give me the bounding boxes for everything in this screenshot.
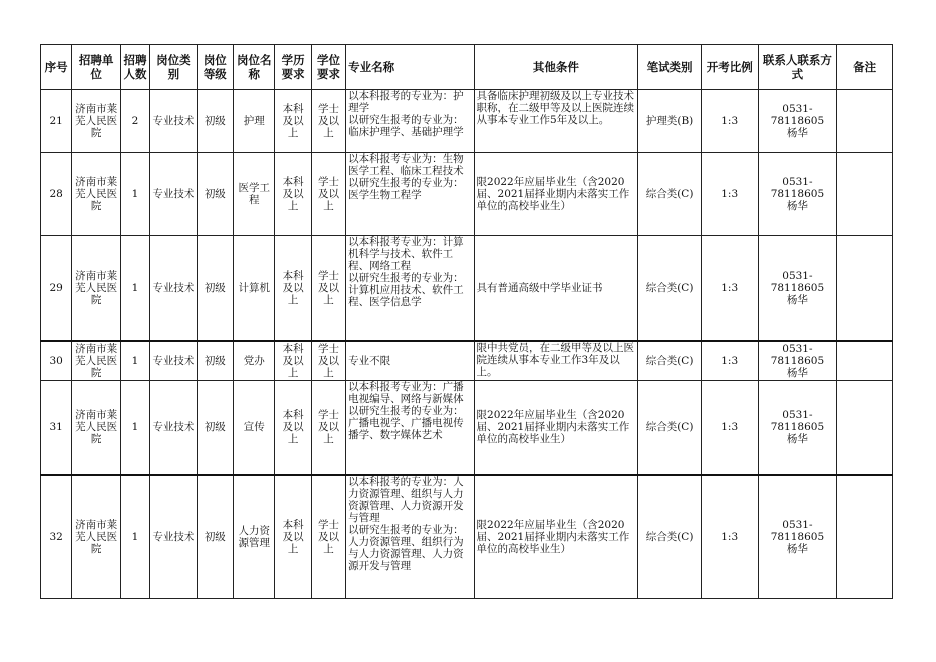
cell-level: 初级: [197, 475, 233, 599]
cell-edu: 本科及以上: [275, 236, 311, 341]
header-post: 岗位名称: [234, 45, 275, 90]
cell-exam: 综合类(C): [638, 341, 702, 381]
cell-major: 专业不限: [346, 341, 474, 381]
cell-unit: 济南市莱芜人民医院: [72, 236, 121, 341]
cell-major: 以本科报考的专业为：护理学 以研究生报考的专业为：临床护理学、基础护理学: [346, 90, 474, 153]
cell-unit: 济南市莱芜人民医院: [72, 153, 121, 236]
cell-note: [837, 90, 893, 153]
cell-post: 护理: [234, 90, 275, 153]
table-row: [41, 475, 893, 599]
cell-post: 人力资源管理: [234, 475, 275, 599]
cell-unit: 济南市莱芜人民医院: [72, 90, 121, 153]
header-note: 备注: [837, 45, 893, 90]
cell-other: 限2022年应届毕业生（含2020届、2021届择业期内未落实工作单位的高校毕业生）: [474, 475, 638, 599]
cell-major: 以本科报考专业为：计算机科学与技术、软件工程、网络工程 以研究生报考的专业为：计算机应用技术、软件工程、医学信息学: [346, 236, 474, 341]
table-row: [41, 90, 893, 153]
cell-seq: 28: [41, 153, 72, 236]
cell-exam: 综合类(C): [638, 381, 702, 475]
cell-count: 1: [120, 381, 149, 475]
cell-degree: 学士及以上: [311, 236, 345, 341]
cell-unit: 济南市莱芜人民医院: [72, 381, 121, 475]
cell-degree: 学士及以上: [311, 153, 345, 236]
cell-unit: 济南市莱芜人民医院: [72, 341, 121, 381]
cell-other: 具有普通高级中学毕业证书: [474, 236, 638, 341]
cell-degree: 学士及以上: [311, 341, 345, 381]
cell-other: 限2022年应届毕业生（含2020届、2021届择业期内未落实工作单位的高校毕业生）: [474, 381, 638, 475]
table-row: [41, 153, 893, 236]
table-row: [41, 341, 893, 381]
cell-count: 2: [120, 90, 149, 153]
cell-ratio: 1:3: [701, 90, 758, 153]
cell-ratio: 1:3: [701, 236, 758, 341]
recruitment-table: [40, 44, 893, 599]
cell-other: 限中共党员，在二级甲等及以上医院连续从事本专业工作3年及以上。: [474, 341, 638, 381]
header-row: [41, 45, 893, 90]
cell-degree: 学士及以上: [311, 381, 345, 475]
cell-degree: 学士及以上: [311, 475, 345, 599]
cell-category: 专业技术: [150, 475, 198, 599]
cell-degree: 学士及以上: [311, 90, 345, 153]
header-category: 岗位类别: [150, 45, 198, 90]
cell-edu: 本科及以上: [275, 153, 311, 236]
cell-unit: 济南市莱芜人民医院: [72, 475, 121, 599]
cell-level: 初级: [197, 341, 233, 381]
header-seq: 序号: [41, 45, 72, 90]
header-major: 专业名称: [346, 45, 474, 90]
cell-contact: 0531-78118605 杨华: [758, 236, 837, 341]
cell-category: 专业技术: [150, 153, 198, 236]
cell-other: 具备临床护理初级及以上专业技术职称，在二级甲等及以上医院连续从事本专业工作5年及以上。: [474, 90, 638, 153]
cell-edu: 本科及以上: [275, 90, 311, 153]
cell-post: 宣传: [234, 381, 275, 475]
cell-exam: 综合类(C): [638, 475, 702, 599]
cell-count: 1: [120, 341, 149, 381]
cell-exam: 综合类(C): [638, 153, 702, 236]
cell-contact: 0531-78118605 杨华: [758, 341, 837, 381]
table-row: [41, 381, 893, 475]
header-degree: 学位要求: [311, 45, 345, 90]
cell-level: 初级: [197, 153, 233, 236]
cell-ratio: 1:3: [701, 381, 758, 475]
cell-level: 初级: [197, 381, 233, 475]
cell-category: 专业技术: [150, 381, 198, 475]
cell-post: 计算机: [234, 236, 275, 341]
cell-note: [837, 236, 893, 341]
cell-edu: 本科及以上: [275, 475, 311, 599]
cell-seq: 21: [41, 90, 72, 153]
cell-note: [837, 341, 893, 381]
cell-level: 初级: [197, 236, 233, 341]
cell-post: 医学工程: [234, 153, 275, 236]
header-exam: 笔试类别: [638, 45, 702, 90]
cell-exam: 综合类(C): [638, 236, 702, 341]
cell-seq: 31: [41, 381, 72, 475]
cell-note: [837, 153, 893, 236]
cell-seq: 32: [41, 475, 72, 599]
cell-count: 1: [120, 153, 149, 236]
cell-note: [837, 475, 893, 599]
cell-contact: 0531-78118605 杨华: [758, 381, 837, 475]
header-ratio: 开考比例: [701, 45, 758, 90]
cell-category: 专业技术: [150, 341, 198, 381]
cell-category: 专业技术: [150, 236, 198, 341]
cell-level: 初级: [197, 90, 233, 153]
cell-major: 以本科报考专业为：生物医学工程、临床工程技术 以研究生报考的专业为：医学生物工程学: [346, 153, 474, 236]
cell-seq: 29: [41, 236, 72, 341]
cell-contact: 0531-78118605 杨华: [758, 153, 837, 236]
cell-contact: 0531-78118605 杨华: [758, 475, 837, 599]
cell-ratio: 1:3: [701, 341, 758, 381]
cell-contact: 0531-78118605 杨华: [758, 90, 837, 153]
cell-count: 1: [120, 236, 149, 341]
cell-edu: 本科及以上: [275, 341, 311, 381]
cell-major: 以本科报考的专业为：人力资源管理、组织与人力资源管理、人力资源开发与管理 以研究生报考的专业为：人力资源管理、组织行为与人力资源管理、人力资源开发与管理: [346, 475, 474, 599]
header-contact: 联系人联系方式: [758, 45, 837, 90]
header-edu: 学历要求: [275, 45, 311, 90]
table-row: [41, 236, 893, 341]
cell-seq: 30: [41, 341, 72, 381]
cell-count: 1: [120, 475, 149, 599]
cell-edu: 本科及以上: [275, 381, 311, 475]
cell-ratio: 1:3: [701, 153, 758, 236]
cell-note: [837, 381, 893, 475]
cell-post: 党办: [234, 341, 275, 381]
header-other: 其他条件: [474, 45, 638, 90]
header-unit: 招聘单位: [72, 45, 121, 90]
header-level: 岗位等级: [197, 45, 233, 90]
cell-major: 以本科报考专业为：广播电视编导、网络与新媒体 以研究生报考的专业为：广播电视学、广播电视传播学、数字媒体艺术: [346, 381, 474, 475]
table-body: [41, 90, 893, 599]
cell-category: 专业技术: [150, 90, 198, 153]
header-count: 招聘人数: [120, 45, 149, 90]
cell-other: 限2022年应届毕业生（含2020届、2021届择业期内未落实工作单位的高校毕业生）: [474, 153, 638, 236]
cell-exam: 护理类(B): [638, 90, 702, 153]
cell-ratio: 1:3: [701, 475, 758, 599]
